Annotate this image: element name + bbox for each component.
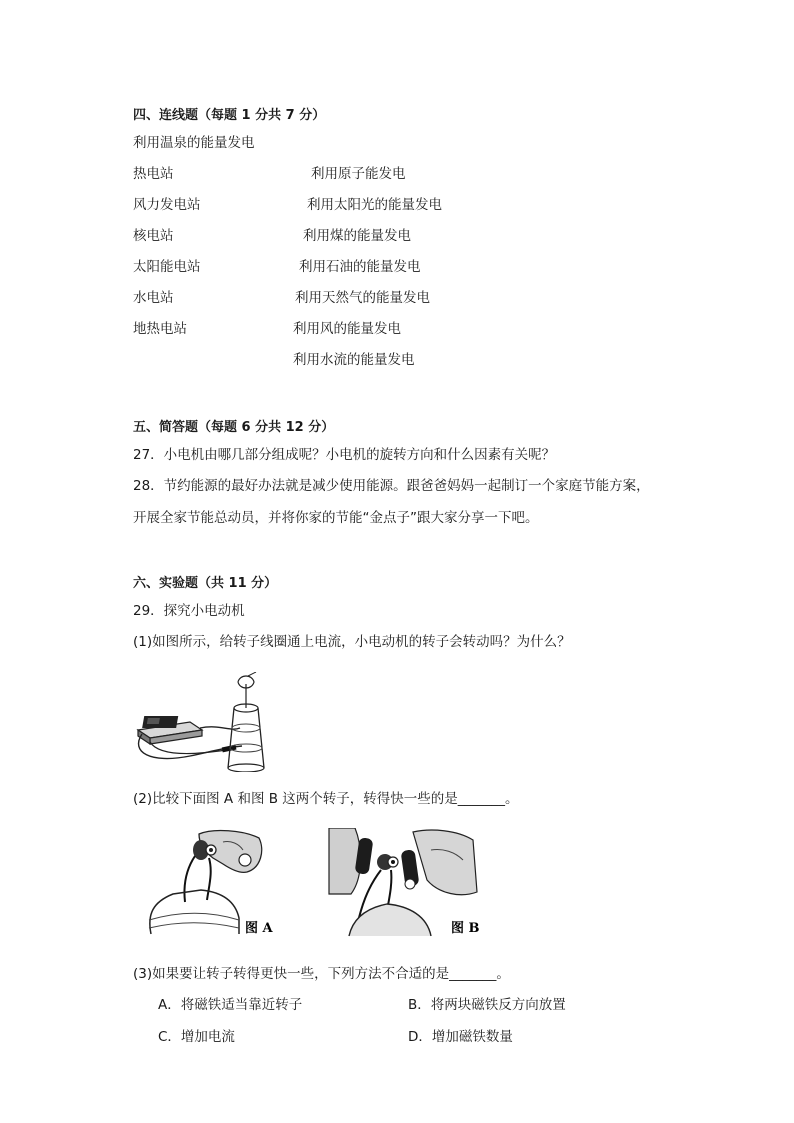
matching-right-item: 利用煤的能量发电	[303, 228, 411, 244]
question-29-part-2: (2)比较下面图 A 和图 B 这两个转子，转得快一些的是_______。	[133, 791, 519, 807]
figure-a-caption: 图 A	[245, 921, 273, 936]
rotor-figure-a	[143, 828, 280, 938]
question-29-part-1: (1)如图所示，给转子线圈通上电流，小电动机的转子会转动吗？为什么？	[133, 634, 571, 650]
question-29: 29．探究小电动机	[133, 603, 245, 619]
option-b: B．将两块磁铁反方向放置	[408, 997, 566, 1013]
question-28-line-1: 28．节约能源的最好办法就是减少使用能源。跟爸爸妈妈一起制订一个家庭节能方案，	[133, 478, 650, 494]
matching-right-item: 利用太阳光的能量发电	[307, 197, 442, 213]
question-27: 27．小电机由哪几部分组成呢？小电机的旋转方向和什么因素有关呢？	[133, 447, 556, 463]
matching-left-item: 热电站	[133, 166, 174, 182]
rotor-figure-b	[327, 828, 483, 938]
option-c: C．增加电流	[158, 1029, 235, 1045]
question-29-part-3: (3)如果要让转子转得更快一些，下列方法不合适的是_______。	[133, 966, 510, 982]
matching-right-item: 利用石油的能量发电	[299, 259, 421, 275]
matching-right-item: 利用风的能量发电	[293, 321, 401, 337]
matching-left-item: 核电站	[133, 228, 174, 244]
section-6-heading: 六、实验题（共 11 分）	[133, 576, 278, 591]
matching-right-item: 利用水流的能量发电	[293, 352, 415, 368]
option-a: A．将磁铁适当靠近转子	[158, 997, 303, 1013]
matching-left-item: 水电站	[133, 290, 174, 306]
matching-left-item: 太阳能电站	[133, 259, 201, 275]
matching-right-item: 利用天然气的能量发电	[295, 290, 430, 306]
option-d: D．增加磁铁数量	[408, 1029, 513, 1045]
section-5-heading: 五、简答题（每题 6 分共 12 分）	[133, 420, 335, 435]
figure-b-caption: 图 B	[451, 921, 480, 936]
question-28-line-2: 开展全家节能总动员，并将你家的节能“金点子”跟大家分享一下吧。	[133, 510, 539, 526]
matching-right-item: 利用原子能发电	[311, 166, 406, 182]
section-4-heading: 四、连线题（每题 1 分共 7 分）	[133, 108, 326, 123]
matching-left-item: 风力发电站	[133, 197, 201, 213]
matching-extra-line: 利用温泉的能量发电	[133, 135, 255, 151]
motor-battery-figure	[130, 672, 265, 772]
matching-left-item: 地热电站	[133, 321, 187, 337]
